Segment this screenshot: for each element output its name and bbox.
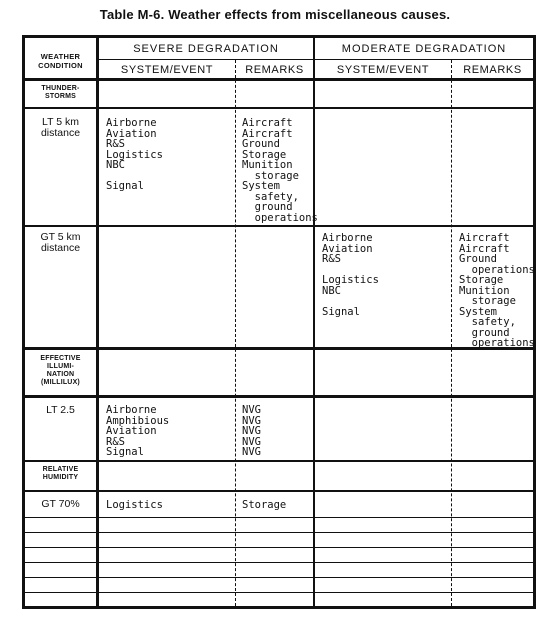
row-rule-8 xyxy=(22,532,536,533)
row-rule-1 xyxy=(22,107,536,109)
moderate-remarks-header: REMARKS xyxy=(463,64,522,76)
condition-lt-2-5: LT 2.5 xyxy=(46,404,75,416)
condition-gt-5-km: GT 5 km distance xyxy=(40,231,81,254)
gt-5-km-moderate-system-list: Airborne Aviation R&S Logistics NBC Signal xyxy=(322,232,379,318)
header-bottom-rule xyxy=(22,78,536,81)
table-border-bottom xyxy=(22,606,536,609)
row-rule-7 xyxy=(22,517,536,518)
lt-5-km-severe-system-list: Airborne Aviation R&S Logistics NBC Signal xyxy=(106,117,163,192)
weather-condition-header: WEATHER CONDITION xyxy=(38,52,83,70)
row-rule-5 xyxy=(22,460,536,462)
row-rule-6 xyxy=(22,490,536,492)
severe-remarks-header: REMARKS xyxy=(245,64,304,76)
lt-2-5-severe-system-list: Airborne Amphibious Aviation R&S Signal xyxy=(106,404,170,458)
gt-5-km-moderate-remarks-list: Aircraft Aircraft Ground operations Storage Munition storage System safety, ground operations xyxy=(459,232,535,349)
section-thunderstorms: THUNDER- STORMS xyxy=(41,85,80,100)
lt-5-km-severe-remarks-list: Aircraft Aircraft Ground Storage Munition storage System safety, ground operations xyxy=(242,117,318,224)
table-title: Table M-6. Weather effects from miscellaneous causes. xyxy=(99,7,451,22)
gt-70-percent-severe-system: Logistics xyxy=(106,499,163,511)
section-effective-illumination: EFFECTIVE ILLUMI- NATION (MILLILUX) xyxy=(40,355,81,386)
section-relative-humidity: RELATIVE HUMIDITY xyxy=(42,466,79,481)
divider-severe-dashed xyxy=(235,60,236,606)
row-rule-2 xyxy=(22,225,536,227)
header-subrule xyxy=(99,59,533,60)
lt-2-5-severe-remarks-list: NVG NVG NVG NVG NVG xyxy=(242,404,261,458)
moderate-system-event-header: SYSTEM/EVENT xyxy=(336,64,430,76)
row-rule-4 xyxy=(22,395,536,398)
severe-degradation-header: SEVERE DEGRADATION xyxy=(133,43,279,55)
condition-lt-5-km: LT 5 km distance xyxy=(40,116,81,139)
row-rule-10 xyxy=(22,562,536,563)
row-rule-9 xyxy=(22,547,536,548)
gt-70-percent-severe-remarks: Storage xyxy=(242,499,287,511)
severe-system-event-header: SYSTEM/EVENT xyxy=(120,64,214,76)
moderate-degradation-header: MODERATE DEGRADATION xyxy=(341,43,507,55)
row-rule-12 xyxy=(22,592,536,593)
row-rule-11 xyxy=(22,577,536,578)
divider-moderate-dashed xyxy=(451,60,452,606)
divider-condition xyxy=(96,35,99,609)
condition-gt-70-percent: GT 70% xyxy=(41,498,80,510)
table-border-top xyxy=(22,35,536,38)
